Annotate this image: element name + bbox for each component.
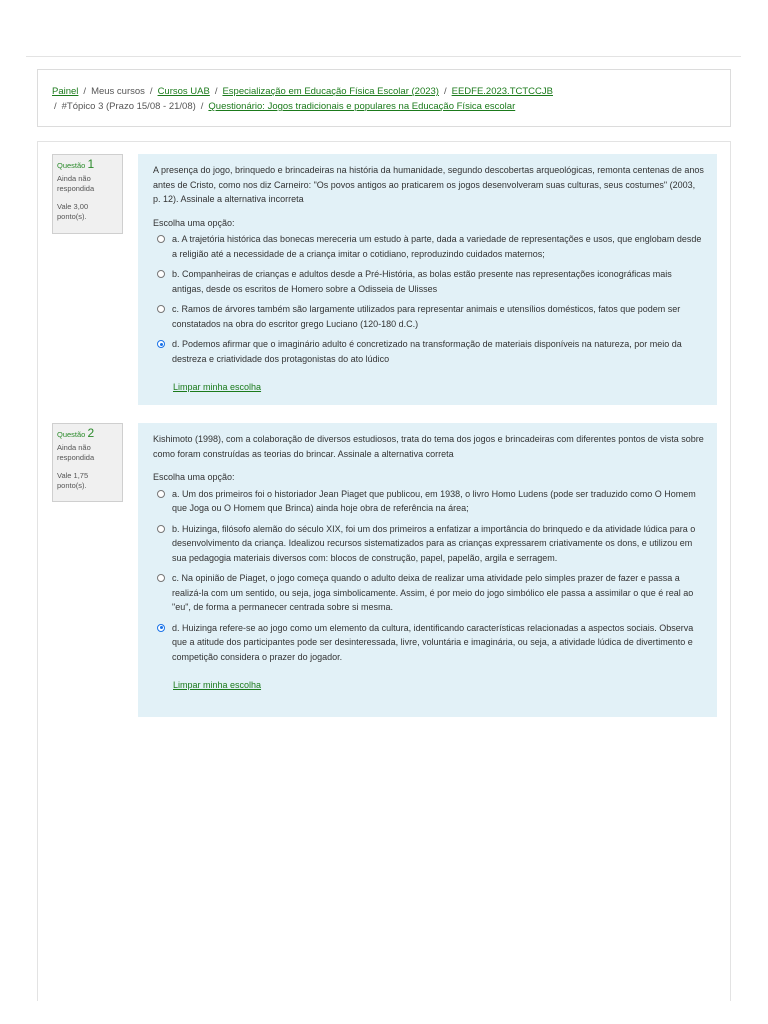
question-2-text: Kishimoto (1998), com a colaboração de diversos estudiosos, trata do tema dos jogos e brincadeiras com diferentes pontos de vista sobre como foram construídas as teorias do brincar. Assinale a alternativa correta <box>153 434 704 459</box>
option-label: a. Um dos primeiros foi o historiador Jean Piaget que publicou, em 1938, o livro Homo Ludens (pode ser traduzido como O Homem que Joga ou O Homem que Brinca) ainda hoje obra de referência na área; <box>172 488 696 513</box>
radio-button[interactable] <box>157 235 165 243</box>
question-2-clear-choice-link[interactable]: Limpar minha escolha <box>173 680 262 690</box>
question-1-option-b[interactable] <box>153 267 705 296</box>
radio-button[interactable] <box>157 490 165 498</box>
question-1-option-d[interactable] <box>153 337 705 366</box>
breadcrumb-separator: / <box>83 86 87 97</box>
question-2-option-b[interactable] <box>153 522 705 566</box>
question-1-number <box>57 159 118 171</box>
question-2-prompt: Escolha uma opção: <box>153 472 235 482</box>
option-label: c. Ramos de árvores também são largamente utilizados para representar animais e utensílios domésticos, fatos que podem ser constatados na obra do escritor grego Luciano (120-180 d.C.) <box>172 304 681 329</box>
question-1-state: Ainda não respondida <box>57 174 95 193</box>
question-1-grade: Vale 3,00 ponto(s). <box>57 202 89 221</box>
option-label: d. Huizinga refere-se ao jogo como um elemento da cultura, identificando características relacionadas a aspectos sociais. Observa que a atitude dos participantes pode ser desinteressada, livre, voluntária e imaginária, ou seja, a atividade lúdica de divertimento e competição considera o prazer do jogador. <box>172 622 694 662</box>
option-label: b. Huizinga, filósofo alemão do século XIX, foi um dos primeiros a enfatizar a importância do brinquedo e da atividade lúdica para o desenvolvimento da criança. Idealizou recursos sistematizados para as crianças expressarem criativamente os dons, e utilizou em sua pedagogia materiais diversos com: blocos de construção, papel, papelão, argila e serragem. <box>172 523 696 563</box>
question-2-option-c[interactable] <box>153 571 705 615</box>
question-1-text: A presença do jogo, brinquedo e brincadeiras na história da humanidade, segundo descobertas arqueológicas, remonta centenas de anos antes de Cristo, como nos diz Carneiro: "Os povos antigos ao praticarem os jogos desenvolveram suas culturas, seus costumes" (2003, p. 12). Assinale a alternativa incorreta <box>153 165 704 204</box>
question-2-info <box>52 423 123 502</box>
question-1-content <box>138 154 717 405</box>
breadcrumb-cursos-uab-link[interactable]: Cursos UAB <box>157 86 210 97</box>
breadcrumb-questionario-link[interactable]: Questionário: Jogos tradicionais e populares na Educação Física escolar <box>208 101 516 112</box>
option-label: d. Podemos afirmar que o imaginário adulto é concretizado na transformação de materiais disponíveis na natureza, por meio da destreza e criatividade dos protagonistas do ato lúdico <box>172 339 682 364</box>
breadcrumb-course-code-link[interactable]: EEDFE.2023.TCTCCJB <box>451 86 553 97</box>
question-1-info <box>52 154 123 234</box>
breadcrumb-separator: / <box>54 101 57 112</box>
question-label: Questão <box>57 161 86 170</box>
question-2-option-d[interactable] <box>153 621 705 665</box>
question-2-number <box>57 428 118 440</box>
question-label: Questão <box>57 430 86 439</box>
breadcrumb-topico: #Tópico 3 (Prazo 15/08 - 21/08) <box>61 101 196 112</box>
option-label: c. Na opinião de Piaget, o jogo começa quando o adulto deixa de realizar uma atividade pelo simples prazer de fazer e passa a realizá-la com um sentido, ou seja, joga simbolicamente. Assim, é por meio do jogo simbólico ele passa a assimilar o que é real ao "eu", de forma a permanecer centrada sobre si mesma. <box>172 573 694 612</box>
breadcrumb-separator: / <box>443 86 447 97</box>
question-1-option-a[interactable] <box>153 232 705 261</box>
question-number: 2 <box>87 426 95 440</box>
question-2-grade: Vale 1,75 ponto(s). <box>57 471 89 490</box>
breadcrumb-separator: / <box>149 86 153 97</box>
question-number: 1 <box>87 157 95 171</box>
breadcrumb-separator: / <box>214 86 218 97</box>
radio-button[interactable] <box>157 270 165 278</box>
radio-button-checked[interactable] <box>157 624 165 632</box>
breadcrumb-meus-cursos: Meus cursos <box>91 86 145 97</box>
question-2-state: Ainda não respondida <box>57 443 95 462</box>
question-1-option-c[interactable] <box>153 302 705 331</box>
radio-button[interactable] <box>157 525 165 533</box>
option-label: a. A trajetória histórica das bonecas mereceria um estudo à parte, dada a variedade de representações e usos, que englobam desde a religião até a necessidade de a criança imitar o cotidiano, reproduzindo cuidados maternos; <box>172 234 702 259</box>
radio-button-checked[interactable] <box>157 340 165 348</box>
breadcrumb <box>37 69 731 127</box>
question-2-content <box>138 423 717 717</box>
top-divider <box>26 56 741 57</box>
breadcrumb-separator: / <box>200 101 204 112</box>
question-2-option-a[interactable] <box>153 487 705 516</box>
option-label: b. Companheiras de crianças e adultos desde a Pré-História, as bolas estão presente nas representações iconográficas mais antigas, desde os escritos de Homero sobre a Odisseia de Ulisses <box>172 269 672 294</box>
question-1-clear-choice-link[interactable]: Limpar minha escolha <box>173 382 262 392</box>
radio-button[interactable] <box>157 305 165 313</box>
breadcrumb-especializacao-link[interactable]: Especialização em Educação Física Escolar (2023) <box>222 86 439 97</box>
question-1-prompt: Escolha uma opção: <box>153 217 235 228</box>
breadcrumb-painel-link[interactable]: Painel <box>52 86 79 97</box>
radio-button[interactable] <box>157 574 165 582</box>
